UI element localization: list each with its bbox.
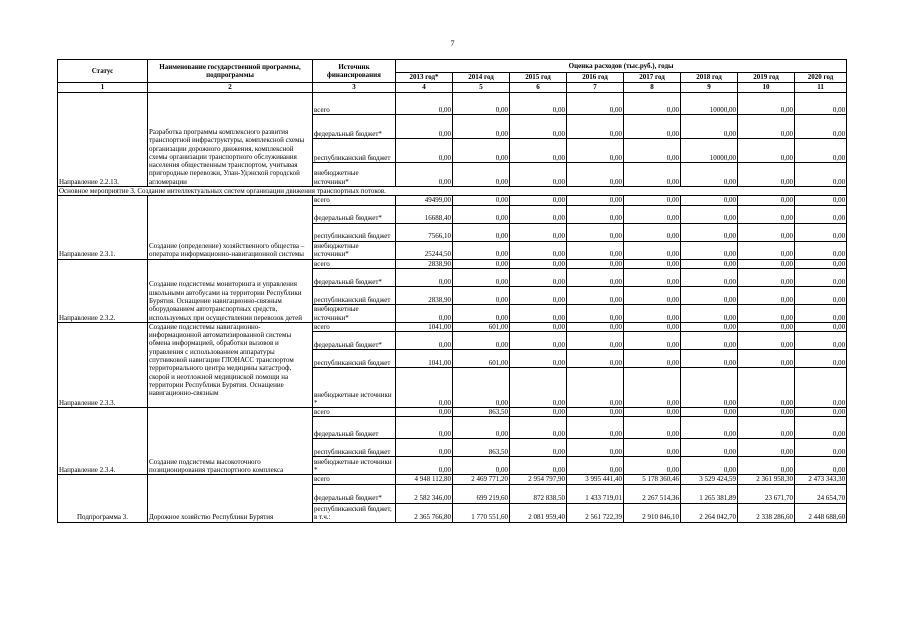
value-cell: 0,00: [795, 286, 847, 304]
table-row: [58, 475, 847, 484]
value-cell: 0,00: [681, 223, 738, 241]
value-cell: 2 910 846,10: [624, 503, 681, 522]
value-cell: 2838,90: [396, 286, 453, 304]
value-cell: 0,00: [396, 163, 453, 187]
source-cell: всего: [313, 196, 396, 205]
source-cell: республиканский бюджет: [313, 439, 396, 457]
value-cell: 0,00: [795, 196, 847, 205]
column-number: 6: [510, 83, 567, 93]
value-cell: 0,00: [681, 332, 738, 350]
header-source: Источник финансирования: [313, 60, 396, 83]
value-cell: 0,00: [624, 205, 681, 223]
value-cell: 2 361 958,30: [738, 475, 795, 484]
value-cell: 0,00: [567, 196, 624, 205]
source-cell: внебюджетные источники*: [313, 304, 396, 322]
value-cell: 0,00: [738, 223, 795, 241]
value-cell: 0,00: [396, 332, 453, 350]
source-cell: федеральный бюджет*: [313, 205, 396, 223]
value-cell: 2 582 346,00: [396, 484, 453, 503]
value-cell: 0,00: [567, 408, 624, 417]
header-year: 2018 год: [681, 73, 738, 83]
source-cell: республиканский бюджет: [313, 286, 396, 304]
value-cell: 0,00: [567, 241, 624, 259]
value-cell: 0,00: [453, 205, 510, 223]
value-cell: 0,00: [795, 322, 847, 331]
column-number: 5: [453, 83, 510, 93]
value-cell: 0,00: [624, 223, 681, 241]
header-status: Статус: [58, 60, 148, 83]
source-cell: внебюджетные источники *: [313, 457, 396, 475]
value-cell: 0,00: [738, 241, 795, 259]
value-cell: 0,00: [396, 304, 453, 322]
value-cell: 0,00: [453, 286, 510, 304]
value-cell: 0,00: [510, 457, 567, 475]
value-cell: 0,00: [795, 417, 847, 439]
value-cell: 0,00: [738, 259, 795, 268]
value-cell: 0,00: [681, 457, 738, 475]
value-cell: 0,00: [795, 223, 847, 241]
value-cell: 0,00: [795, 350, 847, 368]
header-year: 2020 год: [795, 73, 847, 83]
header-year: 2014 год: [453, 73, 510, 83]
value-cell: 0,00: [510, 368, 567, 408]
value-cell: 0,00: [567, 439, 624, 457]
value-cell: 0,00: [681, 408, 738, 417]
value-cell: 2 338 286,60: [738, 503, 795, 522]
value-cell: 0,00: [567, 205, 624, 223]
value-cell: 0,00: [453, 457, 510, 475]
value-cell: 0,00: [795, 139, 847, 163]
value-cell: 1041,00: [396, 322, 453, 331]
value-cell: 0,00: [681, 439, 738, 457]
value-cell: 0,00: [567, 286, 624, 304]
value-cell: 0,00: [510, 205, 567, 223]
value-cell: 0,00: [681, 268, 738, 286]
value-cell: 0,00: [624, 196, 681, 205]
value-cell: 2 473 343,30: [795, 475, 847, 484]
source-cell: внебюджетные источники*: [313, 163, 396, 187]
value-cell: 0,00: [738, 332, 795, 350]
value-cell: 0,00: [453, 417, 510, 439]
value-cell: 0,00: [567, 368, 624, 408]
value-cell: 24 654,70: [795, 484, 847, 503]
value-cell: 0,00: [738, 196, 795, 205]
value-cell: 0,00: [624, 368, 681, 408]
value-cell: 0,00: [624, 322, 681, 331]
value-cell: 601,00: [453, 322, 510, 331]
header-year: 2019 год: [738, 73, 795, 83]
value-cell: 0,00: [510, 286, 567, 304]
value-cell: 0,00: [795, 439, 847, 457]
value-cell: 0,00: [567, 322, 624, 331]
value-cell: 0,00: [510, 241, 567, 259]
value-cell: 0,00: [624, 408, 681, 417]
row-status: Направление 2.3.3.: [58, 322, 148, 407]
value-cell: 2 081 959,40: [510, 503, 567, 522]
value-cell: 0,00: [624, 268, 681, 286]
value-cell: 0,00: [567, 223, 624, 241]
value-cell: 0,00: [567, 139, 624, 163]
value-cell: 0,00: [795, 205, 847, 223]
value-cell: 25244,50: [396, 241, 453, 259]
column-number: 9: [681, 83, 738, 93]
value-cell: 0,00: [624, 439, 681, 457]
value-cell: 1 265 381,89: [681, 484, 738, 503]
value-cell: 0,00: [681, 286, 738, 304]
value-cell: 0,00: [396, 93, 453, 115]
value-cell: 0,00: [510, 408, 567, 417]
value-cell: 1 770 551,60: [453, 503, 510, 522]
value-cell: 2 954 797,90: [510, 475, 567, 484]
value-cell: 0,00: [795, 304, 847, 322]
value-cell: 0,00: [795, 93, 847, 115]
value-cell: 0,00: [624, 139, 681, 163]
value-cell: 0,00: [453, 268, 510, 286]
column-number: 10: [738, 83, 795, 93]
value-cell: 0,00: [453, 139, 510, 163]
header-year: 2016 год: [567, 73, 624, 83]
value-cell: 0,00: [681, 259, 738, 268]
value-cell: 0,00: [738, 304, 795, 322]
value-cell: 0,00: [681, 417, 738, 439]
header-program: Наименование государственной программы, подпрограммы: [148, 60, 313, 83]
column-number: 3: [313, 83, 396, 93]
column-number: 8: [624, 83, 681, 93]
source-cell: федеральный бюджет*: [313, 268, 396, 286]
value-cell: 0,00: [453, 93, 510, 115]
value-cell: 0,00: [624, 417, 681, 439]
budget-table: [57, 59, 847, 523]
value-cell: 0,00: [681, 368, 738, 408]
source-cell: внебюджетные источники *: [313, 368, 396, 408]
column-number: 7: [567, 83, 624, 93]
value-cell: 0,00: [738, 268, 795, 286]
column-number: 1: [58, 83, 148, 93]
value-cell: 0,00: [567, 304, 624, 322]
header-year: 2017 год: [624, 73, 681, 83]
value-cell: 0,00: [510, 439, 567, 457]
row-program-name: Создание подсистемы мониторинга и управления школьными автобусами на территории Республики Бурятия. Оснащение навигационно-связным оборудованием автотранспортных средств, используемых при осуществлении перевозок детей: [148, 259, 313, 322]
value-cell: 0,00: [510, 350, 567, 368]
table-row: [58, 322, 847, 331]
source-cell: всего: [313, 259, 396, 268]
value-cell: 2838,90: [396, 259, 453, 268]
source-cell: всего: [313, 93, 396, 115]
value-cell: 0,00: [453, 332, 510, 350]
value-cell: 0,00: [510, 163, 567, 187]
value-cell: 0,00: [453, 368, 510, 408]
value-cell: 23 671,70: [738, 484, 795, 503]
value-cell: 0,00: [795, 268, 847, 286]
value-cell: 1041,00: [396, 350, 453, 368]
value-cell: 0,00: [681, 196, 738, 205]
value-cell: 0,00: [738, 93, 795, 115]
source-cell: республиканский бюджет: [313, 223, 396, 241]
value-cell: 0,00: [567, 350, 624, 368]
value-cell: 0,00: [510, 304, 567, 322]
table-row: [58, 196, 847, 205]
value-cell: 0,00: [396, 139, 453, 163]
value-cell: 0,00: [795, 457, 847, 475]
row-status: Направление 2.3.2.: [58, 259, 148, 322]
row-program-name: Разработка программы комплексного развития транспортной инфраструктуры, комплексной схемы организации дорожного движения, комплексной схемы организации транспортного обслуживания населения общественным транспортом, учитывая пригородные перевозки, Улан-Удэнской городской агломерации: [148, 93, 313, 187]
value-cell: 0,00: [624, 241, 681, 259]
source-cell: республиканский бюджет: [313, 139, 396, 163]
value-cell: 0,00: [567, 259, 624, 268]
header-year: 2013 год*: [396, 73, 453, 83]
value-cell: 10000,00: [681, 93, 738, 115]
value-cell: 0,00: [567, 457, 624, 475]
value-cell: 0,00: [396, 408, 453, 417]
value-cell: 0,00: [795, 259, 847, 268]
value-cell: 0,00: [624, 350, 681, 368]
value-cell: 7566,10: [396, 223, 453, 241]
value-cell: 0,00: [738, 163, 795, 187]
value-cell: 0,00: [795, 241, 847, 259]
source-cell: внебюджетные источники*: [313, 241, 396, 259]
header-estimate: Оценка расходов (тыс.руб.), годы: [396, 60, 847, 73]
value-cell: 0,00: [567, 417, 624, 439]
section-row: [58, 187, 847, 196]
value-cell: 0,00: [510, 322, 567, 331]
value-cell: 0,00: [795, 368, 847, 408]
value-cell: 0,00: [510, 93, 567, 115]
value-cell: 0,00: [624, 457, 681, 475]
value-cell: 49499,00: [396, 196, 453, 205]
value-cell: 2 469 771,20: [453, 475, 510, 484]
value-cell: 0,00: [795, 332, 847, 350]
value-cell: 0,00: [453, 259, 510, 268]
value-cell: 0,00: [624, 163, 681, 187]
value-cell: 3 995 441,40: [567, 475, 624, 484]
column-number: 2: [148, 83, 313, 93]
value-cell: 0,00: [738, 368, 795, 408]
column-number: 4: [396, 83, 453, 93]
value-cell: 2 264 042,70: [681, 503, 738, 522]
value-cell: 0,00: [681, 350, 738, 368]
source-cell: федеральный бюджет: [313, 417, 396, 439]
value-cell: 0,00: [396, 268, 453, 286]
value-cell: 0,00: [681, 205, 738, 223]
section-heading: Основное мероприятие 3. Создание интеллектуальных систем организации движения транспортных потоков.: [58, 187, 847, 196]
header-year: 2015 год: [510, 73, 567, 83]
value-cell: 0,00: [795, 163, 847, 187]
value-cell: 863,50: [453, 439, 510, 457]
value-cell: 699 219,60: [453, 484, 510, 503]
value-cell: 0,00: [510, 259, 567, 268]
value-cell: 1 433 719,01: [567, 484, 624, 503]
row-program-name: Создание (определение) хозяйственного общества – оператора информационно-навигационной системы: [148, 196, 313, 259]
source-cell: федеральный бюджет*: [313, 115, 396, 139]
value-cell: 0,00: [510, 139, 567, 163]
value-cell: 0,00: [396, 368, 453, 408]
value-cell: 872 838,50: [510, 484, 567, 503]
value-cell: 2 561 722,39: [567, 503, 624, 522]
value-cell: 0,00: [510, 332, 567, 350]
source-cell: федеральный бюджет*: [313, 332, 396, 350]
source-cell: всего: [313, 475, 396, 484]
value-cell: 0,00: [738, 139, 795, 163]
row-program-name: Создание подсистемы высокоточного позиционирования транспортного комплекса: [148, 408, 313, 475]
value-cell: 0,00: [681, 115, 738, 139]
value-cell: 4 948 112,80: [396, 475, 453, 484]
value-cell: 0,00: [738, 115, 795, 139]
value-cell: 0,00: [510, 223, 567, 241]
value-cell: 0,00: [738, 205, 795, 223]
value-cell: 0,00: [567, 268, 624, 286]
value-cell: 0,00: [567, 93, 624, 115]
value-cell: 0,00: [624, 304, 681, 322]
value-cell: 0,00: [510, 196, 567, 205]
value-cell: 0,00: [738, 286, 795, 304]
value-cell: 0,00: [738, 408, 795, 417]
value-cell: 0,00: [510, 115, 567, 139]
table-row: [58, 408, 847, 417]
source-cell: республиканский бюджет, в т.ч.:: [313, 503, 396, 522]
value-cell: 0,00: [624, 332, 681, 350]
value-cell: 0,00: [567, 163, 624, 187]
value-cell: 2 365 766,80: [396, 503, 453, 522]
source-cell: федеральный бюджет*: [313, 484, 396, 503]
value-cell: 10000,00: [681, 139, 738, 163]
value-cell: 0,00: [738, 417, 795, 439]
value-cell: 0,00: [453, 196, 510, 205]
source-cell: всего: [313, 408, 396, 417]
value-cell: 0,00: [738, 457, 795, 475]
value-cell: 5 178 360,46: [624, 475, 681, 484]
value-cell: 0,00: [681, 304, 738, 322]
source-cell: республиканский бюджет: [313, 350, 396, 368]
value-cell: 2 448 688,60: [795, 503, 847, 522]
value-cell: 0,00: [453, 241, 510, 259]
value-cell: 0,00: [681, 163, 738, 187]
value-cell: 0,00: [738, 322, 795, 331]
value-cell: 863,50: [453, 408, 510, 417]
table-row: [58, 93, 847, 115]
value-cell: 0,00: [453, 163, 510, 187]
source-cell: всего: [313, 322, 396, 331]
value-cell: 0,00: [681, 241, 738, 259]
value-cell: 601,00: [453, 350, 510, 368]
table-row: [58, 259, 847, 268]
value-cell: 0,00: [510, 268, 567, 286]
value-cell: 0,00: [453, 304, 510, 322]
row-program-name: Создание подсистемы навигационно-информационной автоматизированной системы обмена информацией, обработки вызовов и управления с использованием аппаратуры спутниковой навигации ГЛОНАСС транспортом территориального центра медицины катастроф, скорой и неотложной медицинской помощи на территории Республики Бурятия. Оснащение навигационно-связным: [148, 322, 313, 407]
value-cell: 0,00: [624, 115, 681, 139]
value-cell: 0,00: [510, 417, 567, 439]
value-cell: 2 267 514,36: [624, 484, 681, 503]
value-cell: 0,00: [624, 93, 681, 115]
page-number: 7: [450, 39, 455, 48]
column-number-row: [58, 83, 847, 93]
value-cell: 0,00: [795, 115, 847, 139]
row-program-name: Дорожное хозяйство Республики Бурятия: [148, 475, 313, 522]
value-cell: 3 529 424,59: [681, 475, 738, 484]
column-number: 11: [795, 83, 847, 93]
value-cell: 0,00: [396, 115, 453, 139]
value-cell: 0,00: [396, 439, 453, 457]
value-cell: 0,00: [624, 259, 681, 268]
value-cell: 0,00: [396, 417, 453, 439]
row-status: Подпрограмма 3.: [58, 475, 148, 522]
row-status: Направление 2.3.4.: [58, 408, 148, 475]
row-status: Направление 2.2.13.: [58, 93, 148, 187]
value-cell: 0,00: [567, 115, 624, 139]
value-cell: 0,00: [453, 223, 510, 241]
value-cell: 0,00: [624, 286, 681, 304]
value-cell: 0,00: [567, 332, 624, 350]
value-cell: 0,00: [795, 408, 847, 417]
value-cell: 0,00: [738, 439, 795, 457]
value-cell: 16688,40: [396, 205, 453, 223]
value-cell: 0,00: [396, 457, 453, 475]
value-cell: 0,00: [681, 322, 738, 331]
value-cell: 0,00: [738, 350, 795, 368]
row-status: Направление 2.3.1.: [58, 196, 148, 259]
value-cell: 0,00: [453, 115, 510, 139]
